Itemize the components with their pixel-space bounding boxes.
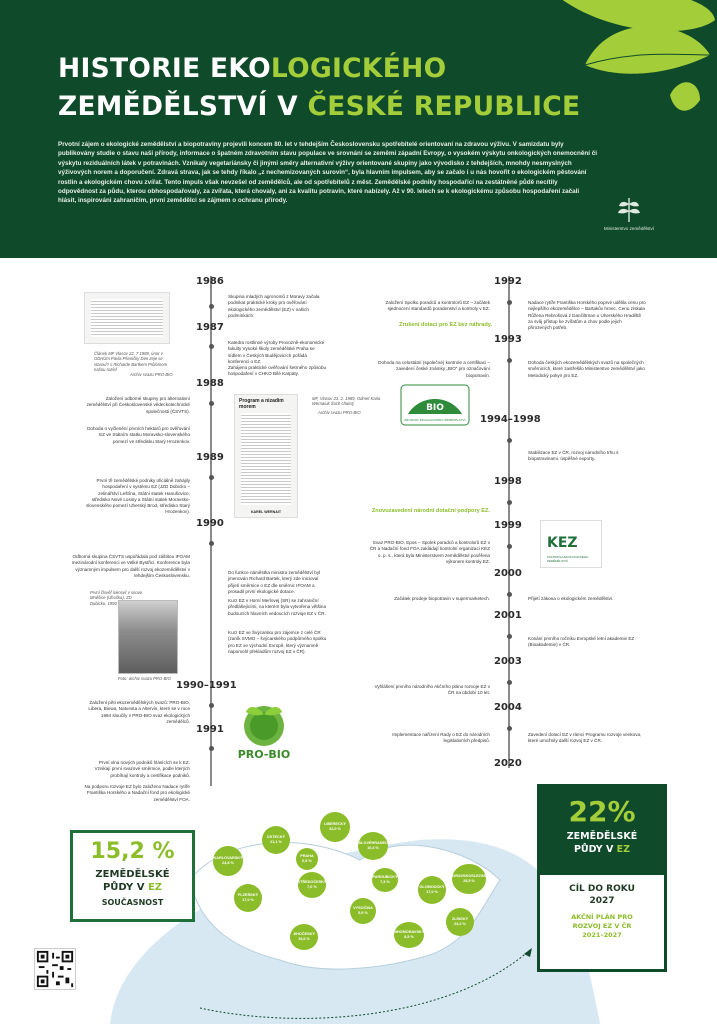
kez-logo xyxy=(540,520,602,568)
region-ustecky: ÚSTECKÝ 21,1 % xyxy=(262,826,290,854)
year-2003: 2003 xyxy=(494,656,522,667)
year-1998: 1998 xyxy=(494,476,522,487)
timeline-dot xyxy=(209,475,214,480)
article-source: Archiv svazu PRO-BIO xyxy=(318,410,361,415)
intro-text: Prvotní zájem o ekologické zemědělství a biopotraviny projevili koncem 80. let v tehdejším Československu spotřebitelé orientovaní na zdravou výživu. V samizdatu byly publikovány studie o stavu naší přírody, informace o špatném zdravotním stavu populace ve srovnání se zeměmi západní Evropy, o vysokém výskytu onkologických onemocnění či výskytu reziduálních látek v potravinách. Vznikaly vegetariánsky či jinými směry alternativní výživy orientované skupiny jako vývodisko z tehdejších, mnohdy nesmyslných výživových norem a doporučení. Zdravá strava, jak se tehdy říkalo „z nechemizovaných surovin“, byla hlavním impulsem, aby se začalo i u nás hovořit o ekologickém pěstování rostlin a ekologickém chovu zvířat. Tento impuls však nevzešel od zemědělců, ale od spotřebitelů z měst. Zemědělské podniky hospodařící na zestátněné půdě necítily odpovědnost za půdu, kterou obhospodařovaly, za zvířata, která chovaly, ani za kvalitu potravin, které nabízely. Až v 90. letech se k ekologickému způsobu hospodaření začali hlásit, inspirováni zahraničím, první zemědělci se zájmem o ochranu přírody. xyxy=(58,141,598,205)
pro-bio-logo xyxy=(232,692,296,764)
event-1992-a: Založení Spolku poradců a kontrolorů EZ – začátek sjednocení standardů poradenství a kontroly v EZ. xyxy=(385,300,490,312)
event-1993-a: Dohoda na celostátní (společné) kontrole a certifikaci – zavedení české známky „BIO“ pro označování biopotravin. xyxy=(378,360,490,378)
target-share-label: ZEMĚDĚLSKÉ PŮDY V EZ xyxy=(566,831,638,855)
event-1988-b: Dohoda o vyčlenění prvních hektarů pro ověřování EZ ve Státním statku Moravsko-slovenského pomezí ve středisku Starý Hrozenkov. xyxy=(87,426,190,444)
timeline-dot xyxy=(507,592,512,597)
event-1992-highlight: Zrušení dotací pro EZ bez náhrady. xyxy=(399,322,492,328)
event-2001: Konání prvního ročníku Evropské letní akademie EZ (Bioakademie) v ČR. xyxy=(528,636,635,648)
kez-logo-text: KEZ xyxy=(547,535,578,551)
bio-label-text: BIO xyxy=(426,403,444,413)
region-zlinsky: ZLÍNSKÝ 24,2 % xyxy=(446,908,474,936)
current-share-value: 15,2 % xyxy=(90,839,175,864)
event-1991-a: První vlna nových podniků hlásících se k EZ. Vznikají první svazové směrnice, podle kterých probíhají kontroly a certifikace podniků. xyxy=(94,760,190,778)
region-stredocesky: STŘEDOČESKÝ 7,6 % xyxy=(298,872,326,898)
event-2004-b: Zavedení dotací EZ v rámci Programu rozvoje venkova, které umožnily další rozvoj EZ v ČR. xyxy=(528,732,642,744)
event-1991-b: Na podporu rozvoje EZ bylo založeno Nadace rytíře Františka Horského a Nadační fond pro ekologické zemědělství FOA. xyxy=(84,784,190,802)
timeline-dot xyxy=(209,703,214,708)
region-moravskoslezsky: MORAVSKOSLEZSKÝ 28,5 % xyxy=(452,864,486,894)
target-year: CÍL DO ROKU 2027 xyxy=(569,884,635,906)
year-1989: 1989 xyxy=(196,452,224,463)
region-olomoucky: OLOMOUCKÝ 17,0 % xyxy=(418,876,446,904)
region-jihomoravsky: JIHOMORAVSKÝ 8,5 % xyxy=(394,922,424,948)
timeline-dot xyxy=(507,300,512,305)
timeline-dot xyxy=(209,401,214,406)
year-1993: 1993 xyxy=(494,334,522,345)
region-pardubicky: PARDUBICKÝ 7,3 % xyxy=(372,868,398,892)
photo-caption: První člsvěř lokoceř v osovo Mněšice (Uhuška), ZD Dubicko, 1990 xyxy=(90,590,143,606)
timeline-dot xyxy=(209,746,214,751)
event-1990-1991: Založení pěti ekozemědělských svazů: PRO-BIO, Libera, Biowa, Naturvita a Altervin, které se v roce 1994 sloučily v PRO-BIO svaz ekologických zemědělců. xyxy=(88,700,190,724)
clipping-source: Archiv svazu PRO-BIO xyxy=(130,372,173,377)
target-share-value: 22% xyxy=(568,795,636,828)
year-1986: 1986 xyxy=(196,276,224,287)
qr-code-icon[interactable] xyxy=(34,948,76,990)
photo-source: Foto: archiv svazu PRO-BIO xyxy=(118,676,171,681)
target-share-box xyxy=(537,784,667,972)
left-timeline-line xyxy=(210,276,212,786)
year-1992: 1992 xyxy=(494,276,522,287)
year-1990-1991: 1990–1991 xyxy=(176,680,237,691)
event-2000-b: Přijetí zákona o ekologickém zemědělství. xyxy=(528,596,614,601)
region-plzensky: PLZEŇSKÝ 17,0 % xyxy=(234,884,262,912)
timeline-dot xyxy=(507,358,512,363)
region-praha: PRAHA 0,5 % xyxy=(296,848,318,870)
year-1994-1998: 1994–1998 xyxy=(480,414,541,425)
current-share-period: SOUČASNOST xyxy=(101,898,164,907)
clipping-caption: Článek MF Vlasov 22. 7 1989, únor v ODHŮm Pavla Pšeničky Den zeje se staroví? s Richarde Bartkem Průlomom našou rozleř xyxy=(94,351,168,373)
event-1990-c: Kurz EZ v Horní Merlovej (SR) se zahraniční předlášejícími, na kterém byla vytvořena většina budoucích hlavních vedoucích rozvoje EZ v ČR. xyxy=(228,598,327,616)
year-1987: 1987 xyxy=(196,322,224,333)
event-2000-a: Začátek prodeje biopotravin v supermarketech. xyxy=(394,596,490,601)
timeline-dot xyxy=(507,500,512,505)
bio-label-subtext: PRODUKT EKOLOGICKÉHO ZEMĚDĚLSTVÍ xyxy=(404,418,466,422)
timeline-dot xyxy=(507,438,512,443)
timeline-dot xyxy=(507,680,512,685)
event-1999: Svaz PRO-BIO, Epos – Spolek poradců a kontrolorů EZ v ČR a Nadační fond FOA zakládají kontrolní organizaci KEZ o. p. s., která byla Ministerstvem zemědělství pověřena výkonem kontroly EZ. xyxy=(369,540,490,564)
year-2020: 2020 xyxy=(494,758,522,769)
bio-label-logo xyxy=(400,384,470,426)
article-title: Program a nizadim morem xyxy=(239,398,295,410)
ministry-emblem-icon xyxy=(616,196,642,224)
action-plan-label: AKČNÍ PLÁN PRO ROZVOJ EZ V ČR 2021–2027 xyxy=(571,913,633,939)
year-2001: 2001 xyxy=(494,610,522,621)
header-banner xyxy=(0,0,717,258)
event-1987-b: Zahájeno praktické ověřování šetrného způsobu hospodaření v CHKO Bílé Karpaty. xyxy=(228,365,327,377)
ministry-label: Ministerstvo zemědělství xyxy=(603,226,655,231)
timeline-dot xyxy=(209,344,214,349)
pro-bio-label: PRO-BIO xyxy=(237,748,291,761)
region-kralovehradecky: KRÁLOVÉHRADECKÝ 10,4 % xyxy=(358,832,388,860)
event-1990-b: Do funkce náměstka ministra zemědělství byl jmenován Richard Bartek, který zde inicioval přijetí směrnice o EZ dle směrnic IFOAM a prosadil první ekologické dotace. xyxy=(228,570,321,594)
event-1986: Skupina mladých agronomů z Moravy začala podnikat praktické kroky pro ověřování ekologického zemědělství (EZ) v našich podmínkách. xyxy=(228,294,320,318)
timeline-dot xyxy=(507,726,512,731)
region-liberecky: LIBERECKÝ 32,0 % xyxy=(320,812,350,842)
event-1989: První tři zemědělské podniky oficiálně zahájily hospodaření v systému EZ (JZD Dubicko – zelinářství Lešťina, Státní statek Hanušovice, středisko Nové Losiny a Státní statek Moravsko-slovenského pomezí Uherský Brod, středisko Starý Hrozenkov). xyxy=(86,478,190,515)
year-1999: 1999 xyxy=(494,520,522,531)
region-karlovarsky: KARLOVARSKÝ 24,8 % xyxy=(213,846,243,876)
timeline-dot xyxy=(209,541,214,546)
event-1990-a: Odborná skupina ČSVTS uspořádala pod záštitou IFOAM mezinárodní konferenci ve Velké Bystřici. Konference byla významným impulsem pro další rozvoj ekozemědělství v tehdejším Československu. xyxy=(71,554,190,578)
current-share-label: ZEMĚDĚLSKÉ PŮDY V EZ xyxy=(95,869,170,893)
event-1987-a: Katedra rostlinné výroby Provozně-ekonomické fakulty Vysoké školy zemědělské Praha se sídlem v Českých Budějovicích pořádá konferenci o EZ. xyxy=(228,340,325,364)
timeline-dot xyxy=(209,304,214,309)
year-1991: 1991 xyxy=(196,724,224,735)
event-2003: Vyhlášení prvního národního Akčního plánu rozvoje EZ v ČR na období 10 let. xyxy=(374,684,490,696)
event-1998-highlight: Znovuzavedení národní dotační podpory EZ. xyxy=(371,508,490,514)
kez-logo-subtext: KONTROLA EKOLOGICKÉHO ZEMĚDĚLSTVÍ xyxy=(547,555,589,563)
event-2004-a: Implementace nařízení Rady o EZ do národních legislativních předpisů. xyxy=(392,732,490,744)
event-1990-d: Kurz EZ ve Švýcarsku pro zájemce z celé ČR (zaník SVMO – švýcarského podpůrného spolku pro EZ ve východní Evropě, který významně napomohl překladům rozvoj EZ v ČR). xyxy=(228,630,327,654)
event-1993-b: Dohoda českých ekozemědělských svazů na společných směrnicích, které zastřešilo Ministerstvo zemědělství jako Metodický pokyn pro EZ. xyxy=(528,360,645,378)
year-1988: 1988 xyxy=(196,378,224,389)
event-1988-a: Založení odborné skupiny pro alternativní zemědělství při Československé vědeckotechnické společnosti (ČSVTS). xyxy=(86,396,190,414)
current-share-box xyxy=(70,830,195,922)
year-2000: 2000 xyxy=(494,568,522,579)
article-signature: KAREL WERNAIT xyxy=(250,510,282,514)
newspaper-article-image xyxy=(234,394,298,518)
event-1992-b: Nadace rytíře Františka Horského poprvé udělila cenu pro nejlepšího ekozemědělce – Bartakův hrnec. Cenu získala Růžena Rebrošová z Dančiltrnan u Uherského Hradiště za svůj přístup ke zvířatům a chov podle jejich přirozených potřeb. xyxy=(528,300,646,331)
ministry-logo xyxy=(594,196,664,231)
year-1990: 1990 xyxy=(196,518,224,529)
event-1994-1998: Stabilizace EZ v ČR, rozvoj národního trhu s biopotravinami, úspěšné exporty. xyxy=(528,450,619,462)
article-caption: MF, Vlasov 23. 2. 1989, Odmet Karla Wernaiuk Šoch chaintj xyxy=(312,396,381,407)
timeline-dot xyxy=(507,544,512,549)
newspaper-clipping-image xyxy=(84,292,170,344)
page-title: HISTORIE EKOLOGICKÉHO ZEMĚDĚLSTVÍ V ČESKÉ REPUBLICE xyxy=(58,53,581,122)
timeline-dot xyxy=(507,634,512,639)
region-jihocesky: JIHOČESKÝ 19,6 % xyxy=(290,924,318,950)
year-2004: 2004 xyxy=(494,702,522,713)
farm-workers-photo xyxy=(118,600,178,674)
region-vysocina: VYSOČINA 5,9 % xyxy=(350,898,376,924)
